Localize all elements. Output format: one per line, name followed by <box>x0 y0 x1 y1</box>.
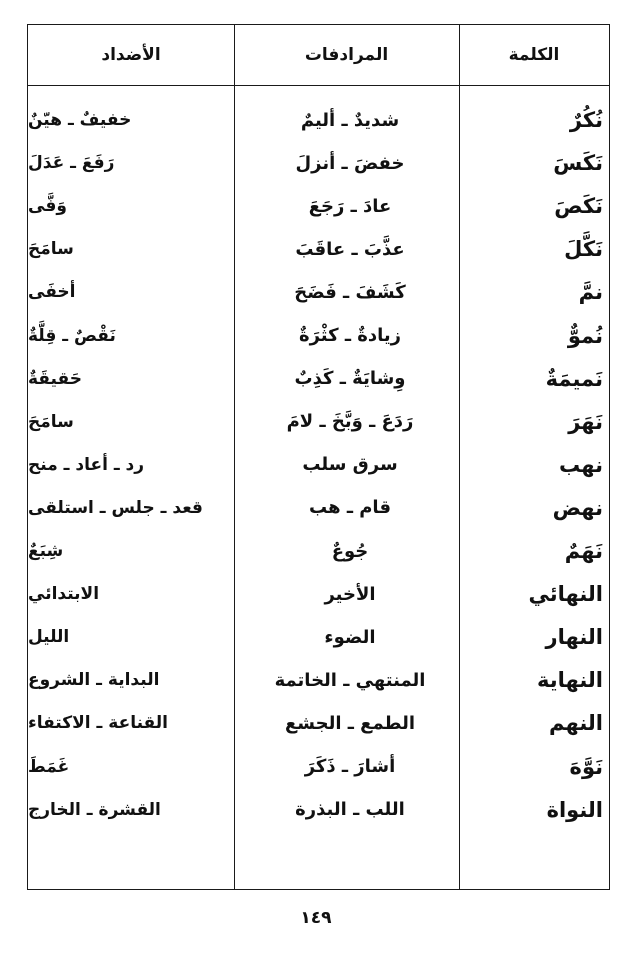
cell-antonyms: سامَحَ <box>28 411 74 432</box>
cell-antonyms: حَقيقَةٌ <box>28 368 82 389</box>
cell-synonyms: زيادةٌ ـ كثْرَةٌ <box>298 325 402 346</box>
table-row <box>28 143 609 183</box>
cell-antonyms: سامَحَ <box>28 239 74 260</box>
table-row <box>28 445 609 485</box>
cell-antonyms: القشرة ـ الخارج <box>28 799 161 820</box>
table-row <box>28 574 609 614</box>
cell-antonyms: أخفَى <box>28 282 76 303</box>
cell-word: نَوَّهَ <box>569 754 603 779</box>
cell-antonyms: نَقْصٌ ـ قِلَّةٌ <box>28 325 116 346</box>
table-row <box>28 272 609 312</box>
cell-synonyms: سرق سلب <box>302 454 398 476</box>
cell-antonyms: الابتدائي <box>28 584 100 605</box>
cell-synonyms: الضوء <box>324 626 376 648</box>
cell-word: نَهَرَ <box>568 409 603 434</box>
cell-antonyms: الليل <box>28 627 70 648</box>
table-row <box>28 488 609 528</box>
cell-antonyms: رَفَعَ ـ عَدَلَ <box>28 153 115 174</box>
cell-word: نَكَصَ <box>554 194 603 219</box>
cell-synonyms: كَشَفَ ـ فَضَحَ <box>294 281 406 303</box>
table-row <box>28 402 609 442</box>
cell-word: نَهَمٌ <box>564 539 603 563</box>
cell-synonyms: الأخير <box>324 583 376 605</box>
header-word: الكلمة <box>508 45 560 65</box>
table-row <box>28 660 609 700</box>
table-row <box>28 617 609 657</box>
table-row <box>28 186 609 226</box>
cell-word: نُكُرٌ <box>569 108 603 132</box>
cell-antonyms: القناعة ـ الاكتفاء <box>28 713 168 734</box>
header-divider <box>28 85 609 86</box>
table-row <box>28 100 609 140</box>
cell-synonyms: اللب ـ البذرة <box>295 799 405 821</box>
cell-word: النواة <box>546 797 603 822</box>
table-row <box>28 316 609 356</box>
header-synonyms: المرادفات <box>304 45 389 65</box>
cell-synonyms: عادَ ـ رَجَعَ <box>308 195 392 217</box>
table-row <box>28 703 609 743</box>
cell-synonyms: خفضَ ـ أنزلَ <box>295 152 405 174</box>
cell-word: نمَّ <box>578 280 603 305</box>
cell-synonyms: الطمع ـ الجشع <box>284 712 416 734</box>
cell-antonyms: البداية ـ الشروع <box>28 670 160 691</box>
cell-antonyms: غَمَطَ <box>28 756 70 777</box>
table-row <box>28 359 609 399</box>
cell-antonyms: شِبَعٌ <box>28 541 64 561</box>
cell-synonyms: جُوعٌ <box>331 540 369 562</box>
cell-word: النهاية <box>536 668 603 693</box>
table-row <box>28 531 609 571</box>
cell-word: نَميمَةٌ <box>545 366 603 391</box>
cell-antonyms: خفيفٌ ـ هيّنٌ <box>28 110 132 130</box>
cell-synonyms: وِشايَةٌ ـ كَذِبٌ <box>294 368 406 390</box>
cell-antonyms: وَفَّى <box>28 196 67 217</box>
table-row <box>28 790 609 830</box>
cell-word: نهض <box>552 495 603 520</box>
cell-antonyms: رد ـ أعاد ـ منح <box>28 454 145 475</box>
cell-word: نَكَسَ <box>553 151 603 176</box>
table-row <box>28 229 609 269</box>
word-table <box>27 24 610 890</box>
cell-word: نهب <box>559 452 603 477</box>
header-antonyms: الأضداد <box>101 45 161 65</box>
cell-synonyms: أشارَ ـ ذَكَرَ <box>304 756 396 777</box>
cell-antonyms: قعد ـ جلس ـ استلقى <box>28 497 203 518</box>
cell-synonyms: رَدَعَ ـ وَبَّخَ ـ لامَ <box>286 411 414 433</box>
cell-word: النهم <box>549 711 603 736</box>
page-number: ١٤٩ <box>300 908 332 928</box>
cell-word: نُموٌّ <box>567 323 603 348</box>
cell-synonyms: شديدٌ ـ أليمٌ <box>300 109 400 131</box>
cell-word: النهار <box>545 625 603 650</box>
cell-word: نَكَّلَ <box>564 237 603 262</box>
cell-synonyms: عذَّبَ ـ عاقَبَ <box>295 238 405 260</box>
table-row <box>28 747 609 787</box>
cell-synonyms: قام ـ هب <box>309 497 391 519</box>
cell-word: النهائي <box>528 582 603 607</box>
cell-synonyms: المنتهي ـ الخاتمة <box>274 669 426 691</box>
